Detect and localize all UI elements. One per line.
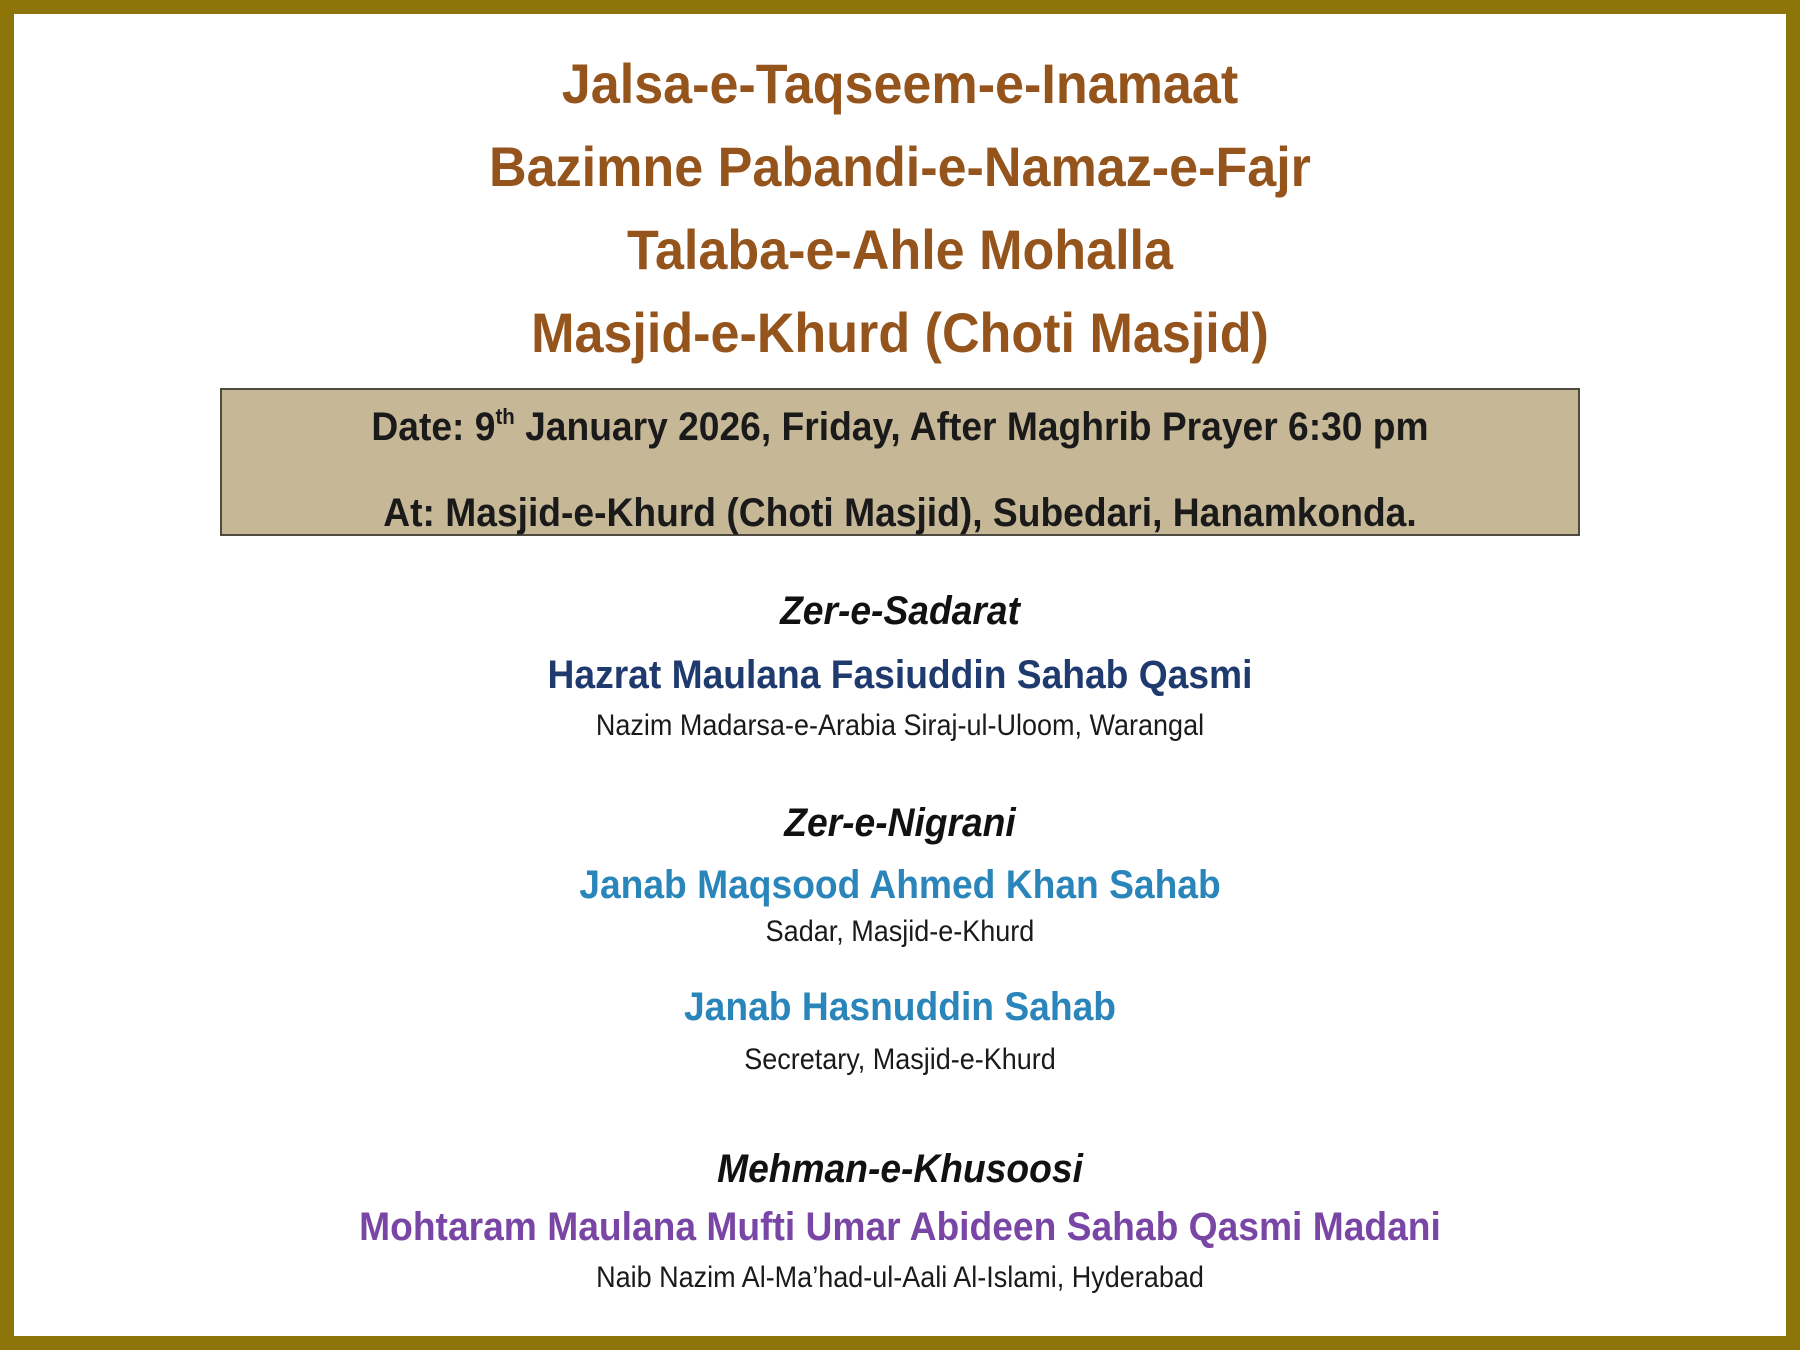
supervision-heading: Zer-e-Nigrani <box>784 801 1016 845</box>
special-guest-name: Mohtaram Maulana Mufti Umar Abideen Sahab Qasmi Madani <box>359 1205 1441 1249</box>
supervisor-2-name: Janab Hasnuddin Sahab <box>683 985 1117 1029</box>
special-guest-section <box>14 1144 1786 1298</box>
presidency-section <box>14 586 1786 746</box>
title-line-4: Masjid-e-Khurd (Choti Masjid) <box>531 301 1269 364</box>
title-line-1: Jalsa-e-Taqseem-e-Inamaat <box>561 52 1239 115</box>
event-date-ordinal: th <box>495 404 515 429</box>
event-date <box>269 402 1530 452</box>
event-date-prefix: Date: 9 <box>371 405 496 449</box>
supervisor-1-name: Janab Maqsood Ahmed Khan Sahab <box>579 863 1221 907</box>
title-line-2: Bazimne Pabandi-e-Namaz-e-Fajr <box>489 135 1311 198</box>
supervisor-2-role: Secretary, Masjid-e-Khurd <box>744 1043 1056 1076</box>
event-title <box>14 42 1786 374</box>
presidency-role: Nazim Madarsa-e-Arabia Siraj-ul-Uloom, Warangal <box>595 709 1205 742</box>
special-guest-role: Naib Nazim Al-Ma’had-ul-Aali Al-Islami, Hyderabad <box>596 1261 1204 1294</box>
presidency-name: Hazrat Maulana Fasiuddin Sahab Qasmi <box>547 653 1253 697</box>
invitation-card <box>14 14 1786 1336</box>
presidency-heading: Zer-e-Sadarat <box>780 589 1020 633</box>
special-guest-heading: Mehman-e-Khusoosi <box>717 1147 1083 1191</box>
supervisor-1-role: Sadar, Masjid-e-Khurd <box>765 915 1035 948</box>
title-line-3: Talaba-e-Ahle Mohalla <box>627 218 1173 281</box>
event-venue: At: Masjid-e-Khurd (Choti Masjid), Subedari, Hanamkonda. <box>383 491 1417 535</box>
event-date-rest: January 2026, Friday, After Maghrib Prayer 6:30 pm <box>514 405 1429 449</box>
supervision-section <box>14 798 1786 1080</box>
event-details-box <box>220 388 1580 536</box>
